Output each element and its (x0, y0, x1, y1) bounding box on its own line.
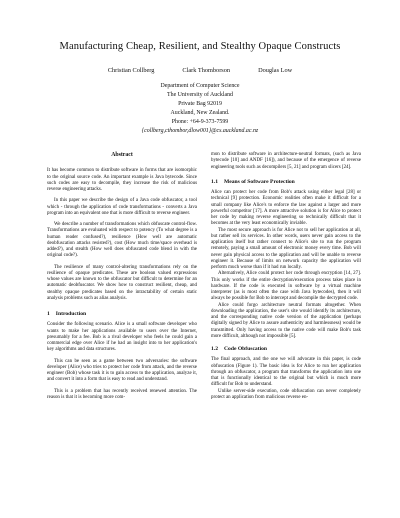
section-heading (47, 311, 197, 317)
affiliation-line: Department of Computer Science (160, 83, 240, 89)
body-paragraph: Alternatively, Alice could protect her code through encryption [14, 27]. This only works if the entire decryption/execution process takes place in hardware. If the code is executed in software by a virtual machine interpreter (as is most often the case with Java bytecodes), then it will always be possible for Bob to intercept and decompile the decrypted code. (211, 271, 361, 302)
section-number: 1 (47, 311, 50, 317)
abstract-paragraph: It has become common to distribute software in forms that are isomorphic to the original source code. An important example is Java bytecode. Since such codes are easy to decompile, they increase the risk of malicious reverse engineering attacks. (47, 168, 197, 192)
body-paragraph: Alice can protect her code from Bob's attack using either legal [28] or technical [9] protection. Economic realities often make it difficult for a small company like Alice's to enforce the law against a larger and more powerful competitor [17]. A more attractive solution is for Alice to protect her code by making reverse engineering so technically difficult that it becomes at the very least economically inviable. (211, 190, 361, 227)
subsection-number: 1.2 (211, 346, 218, 352)
affiliation-email: {collberg,cthombor,dlow001}@cs.auckland.ac.nz (141, 128, 259, 134)
author-list (0, 67, 400, 74)
body-paragraph: This can be seen as a game between two adversaries: the software developer (Alice) who tries to protect her code from attack, and the reverse engineer (Bob) whose task it is to gain access to the application, analyze it, and convert it into a form that is easy to read and understand. (47, 358, 197, 383)
body-paragraph: Alice could forgo architecture neutral formats altogether. When downloading the application, the user's site would identify its architecture, and the corresponding native code version of the application (perhaps digitally signed by Alice to assure authenticity and harmlessness) would be transmitted. Only having access to the native code will make Bob's task more difficult, although not impossible [5]. (211, 302, 361, 339)
abstract-heading: Abstract (111, 152, 133, 158)
affiliation-block (0, 82, 400, 136)
body-paragraph: mon to distribute software in architecture-neutral formats, (such as Java bytecode [10] and ANDF [16]), and because of the emergence of reverse engineering tools such as decompilers [5, 21] and program slicers [24]. (211, 152, 361, 170)
body-paragraph: Consider the following scenario. Alice is a small software developer who wants to make her applications available to users over the Internet, presumably for a fee. Bob is a rival developer who feels he could gain a commercial edge over Alice if he had an insight into to her application's key algorithms and data structures. (47, 322, 197, 353)
author-name: Douglas Low (258, 67, 293, 74)
abstract-paragraph: We describe a number of transformations which obfuscate control-flow. Transformations are evaluated with respect to potency (To what degree is a human reader confused?), resilience (How well are automatic deobfuscation attacks resisted?), cost (How much time/space overhead is added?), and stealth (How well does obfuscated code blend in with the original code?). (47, 222, 197, 259)
section-title: Introduction (55, 311, 87, 317)
affiliation-line: The University of Auckland (167, 92, 233, 98)
body-paragraph: This is a problem that has recently received renewed attention. The reason is that it is becoming more com- (47, 388, 197, 400)
body-paragraph: The final approach, and the one we will advocate in this paper, is code obfuscation (Figure 1). The basic idea is for Alice to run her application through an obfuscator, a program that transforms the application into one that is functionally identical to the original but which is much more difficult for Bob to understand. (211, 357, 361, 388)
affiliation-line: Private Bag 92019 (178, 101, 222, 107)
right-column (211, 152, 361, 401)
subsection-heading (211, 179, 361, 185)
subsection-heading (211, 346, 361, 352)
body-paragraph: The most secure approach is for Alice not to sell her application at all, but rather sell its services. In other words, users never gain access to the application itself but rather connect to Alice's site to run the program remotely, paying a small amount of electronic money every time. Bob will never gain physical access to the application and will be unable to reverse engineer it. Because of limits on network capacity the application will perform much worse than if it had run locally. (211, 227, 361, 270)
abstract-paragraph: The resilience of many control-altering transformations rely on the resilience of opaque predicates. These are boolean valued expressions whose values are known to the obfuscator but difficult to determine for an automatic deobfuscator. We show how to construct resilient, cheap, and stealthy opaque predicates based on the intractability of certain static analysis problems such as alias analysis. (47, 264, 197, 301)
affiliation-line: Auckland, New Zealand. (170, 110, 230, 116)
subsection-title: Code Obfuscation (224, 346, 268, 352)
abstract-paragraph: In this paper we describe the design of a Java code obfuscator, a tool which - through the application of code transformations - converts a Java program into an equivalent one that is more difficult to reverse engineer. (47, 198, 197, 216)
left-column (47, 152, 197, 401)
author-name: Clark Thomborson (182, 67, 231, 74)
paper-title: Manufacturing Cheap, Resilient, and Stealthy Opaque Constructs (59, 41, 341, 52)
affiliation-line: Phone: +64-9-373-7599 (171, 119, 229, 125)
author-name: Christian Collberg (107, 67, 155, 74)
subsection-number: 1.1 (211, 178, 218, 185)
body-paragraph: Unlike server-side execution, code obfuscation can never completely protect an application from malicious reverse en- (211, 388, 361, 400)
subsection-title: Means of Software Protection (224, 178, 295, 185)
